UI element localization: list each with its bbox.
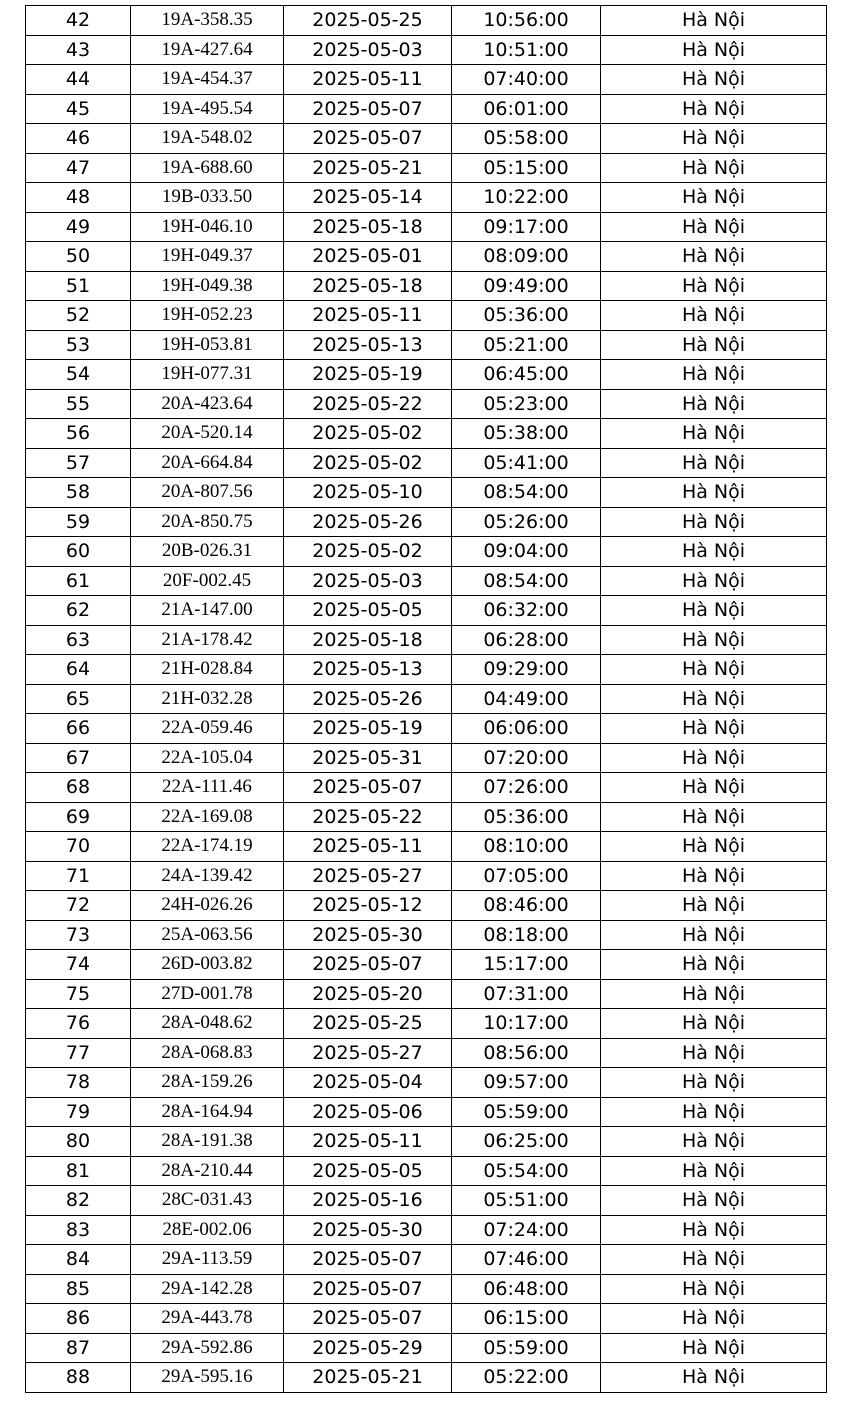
license-plate-cell: 21A-147.00 (131, 596, 284, 626)
time-cell: 07:24:00 (452, 1215, 601, 1245)
time-cell: 05:21:00 (452, 330, 601, 360)
date-cell: 2025-05-29 (284, 1333, 452, 1363)
date-cell: 2025-05-01 (284, 242, 452, 272)
location-cell: Hà Nội (601, 684, 827, 714)
license-plate-cell: 28A-068.83 (131, 1038, 284, 1068)
date-cell: 2025-05-07 (284, 950, 452, 980)
license-plate-cell: 21H-028.84 (131, 655, 284, 685)
license-plate-cell: 21A-178.42 (131, 625, 284, 655)
row-number-cell: 86 (26, 1304, 131, 1334)
license-plate-cell: 19A-688.60 (131, 153, 284, 183)
location-cell: Hà Nội (601, 537, 827, 567)
row-number-cell: 74 (26, 950, 131, 980)
row-number-cell: 56 (26, 419, 131, 449)
location-cell: Hà Nội (601, 773, 827, 803)
license-plate-cell: 19A-427.64 (131, 35, 284, 65)
row-number-cell: 47 (26, 153, 131, 183)
table-row (26, 773, 827, 803)
table-row (26, 1186, 827, 1216)
date-cell: 2025-05-02 (284, 419, 452, 449)
license-plate-cell: 26D-003.82 (131, 950, 284, 980)
time-cell: 09:57:00 (452, 1068, 601, 1098)
date-cell: 2025-05-25 (284, 6, 452, 36)
row-number-cell: 55 (26, 389, 131, 419)
license-plate-cell: 27D-001.78 (131, 979, 284, 1009)
row-number-cell: 57 (26, 448, 131, 478)
table-row (26, 124, 827, 154)
location-cell: Hà Nội (601, 861, 827, 891)
table-row (26, 212, 827, 242)
date-cell: 2025-05-03 (284, 35, 452, 65)
date-cell: 2025-05-02 (284, 537, 452, 567)
license-plate-cell: 29A-142.28 (131, 1274, 284, 1304)
table-row (26, 537, 827, 567)
table-row (26, 389, 827, 419)
license-plate-cell: 20A-520.14 (131, 419, 284, 449)
violations-table (25, 5, 827, 1393)
row-number-cell: 79 (26, 1097, 131, 1127)
table-row (26, 684, 827, 714)
row-number-cell: 81 (26, 1156, 131, 1186)
date-cell: 2025-05-05 (284, 1156, 452, 1186)
time-cell: 05:26:00 (452, 507, 601, 537)
time-cell: 09:04:00 (452, 537, 601, 567)
license-plate-cell: 19B-033.50 (131, 183, 284, 213)
table-row (26, 920, 827, 950)
license-plate-cell: 19H-053.81 (131, 330, 284, 360)
table-row (26, 330, 827, 360)
location-cell: Hà Nội (601, 419, 827, 449)
row-number-cell: 70 (26, 832, 131, 862)
time-cell: 05:22:00 (452, 1363, 601, 1393)
location-cell: Hà Nội (601, 1068, 827, 1098)
table-row (26, 94, 827, 124)
location-cell: Hà Nội (601, 6, 827, 36)
time-cell: 08:46:00 (452, 891, 601, 921)
location-cell: Hà Nội (601, 1215, 827, 1245)
date-cell: 2025-05-13 (284, 655, 452, 685)
date-cell: 2025-05-21 (284, 153, 452, 183)
time-cell: 05:59:00 (452, 1333, 601, 1363)
time-cell: 07:46:00 (452, 1245, 601, 1275)
date-cell: 2025-05-07 (284, 1304, 452, 1334)
row-number-cell: 49 (26, 212, 131, 242)
license-plate-cell: 28C-031.43 (131, 1186, 284, 1216)
row-number-cell: 62 (26, 596, 131, 626)
time-cell: 06:06:00 (452, 714, 601, 744)
row-number-cell: 53 (26, 330, 131, 360)
time-cell: 05:59:00 (452, 1097, 601, 1127)
table-row (26, 1304, 827, 1334)
row-number-cell: 42 (26, 6, 131, 36)
table-row (26, 832, 827, 862)
time-cell: 06:48:00 (452, 1274, 601, 1304)
license-plate-cell: 20B-026.31 (131, 537, 284, 567)
row-number-cell: 69 (26, 802, 131, 832)
date-cell: 2025-05-27 (284, 1038, 452, 1068)
table-body (26, 6, 827, 1393)
license-plate-cell: 20A-664.84 (131, 448, 284, 478)
row-number-cell: 68 (26, 773, 131, 803)
date-cell: 2025-05-19 (284, 360, 452, 390)
location-cell: Hà Nội (601, 94, 827, 124)
table-row (26, 183, 827, 213)
location-cell: Hà Nội (601, 1333, 827, 1363)
table-row (26, 655, 827, 685)
row-number-cell: 60 (26, 537, 131, 567)
time-cell: 07:20:00 (452, 743, 601, 773)
row-number-cell: 71 (26, 861, 131, 891)
time-cell: 06:32:00 (452, 596, 601, 626)
location-cell: Hà Nội (601, 743, 827, 773)
row-number-cell: 52 (26, 301, 131, 331)
time-cell: 05:15:00 (452, 153, 601, 183)
table-row (26, 1156, 827, 1186)
location-cell: Hà Nội (601, 596, 827, 626)
table-row (26, 950, 827, 980)
table-row (26, 360, 827, 390)
table-row (26, 271, 827, 301)
location-cell: Hà Nội (601, 153, 827, 183)
table-row (26, 714, 827, 744)
table-row (26, 625, 827, 655)
table-row (26, 743, 827, 773)
row-number-cell: 43 (26, 35, 131, 65)
date-cell: 2025-05-25 (284, 1009, 452, 1039)
row-number-cell: 45 (26, 94, 131, 124)
date-cell: 2025-05-13 (284, 330, 452, 360)
time-cell: 05:41:00 (452, 448, 601, 478)
location-cell: Hà Nội (601, 360, 827, 390)
license-plate-cell: 24H-026.26 (131, 891, 284, 921)
location-cell: Hà Nội (601, 1274, 827, 1304)
time-cell: 06:25:00 (452, 1127, 601, 1157)
row-number-cell: 46 (26, 124, 131, 154)
license-plate-cell: 20A-423.64 (131, 389, 284, 419)
location-cell: Hà Nội (601, 1127, 827, 1157)
license-plate-cell: 28A-048.62 (131, 1009, 284, 1039)
date-cell: 2025-05-22 (284, 802, 452, 832)
row-number-cell: 65 (26, 684, 131, 714)
time-cell: 05:58:00 (452, 124, 601, 154)
time-cell: 06:15:00 (452, 1304, 601, 1334)
row-number-cell: 72 (26, 891, 131, 921)
row-number-cell: 75 (26, 979, 131, 1009)
license-plate-cell: 19A-548.02 (131, 124, 284, 154)
location-cell: Hà Nội (601, 832, 827, 862)
row-number-cell: 73 (26, 920, 131, 950)
time-cell: 06:01:00 (452, 94, 601, 124)
time-cell: 08:54:00 (452, 478, 601, 508)
location-cell: Hà Nội (601, 124, 827, 154)
license-plate-cell: 28A-159.26 (131, 1068, 284, 1098)
location-cell: Hà Nội (601, 478, 827, 508)
row-number-cell: 85 (26, 1274, 131, 1304)
location-cell: Hà Nội (601, 566, 827, 596)
date-cell: 2025-05-07 (284, 94, 452, 124)
table-row (26, 65, 827, 95)
table-row (26, 596, 827, 626)
date-cell: 2025-05-30 (284, 1215, 452, 1245)
location-cell: Hà Nội (601, 183, 827, 213)
date-cell: 2025-05-07 (284, 1245, 452, 1275)
table-row (26, 1038, 827, 1068)
time-cell: 07:26:00 (452, 773, 601, 803)
date-cell: 2025-05-27 (284, 861, 452, 891)
license-plate-cell: 29A-592.86 (131, 1333, 284, 1363)
date-cell: 2025-05-30 (284, 920, 452, 950)
location-cell: Hà Nội (601, 1245, 827, 1275)
date-cell: 2025-05-22 (284, 389, 452, 419)
table-row (26, 802, 827, 832)
time-cell: 10:22:00 (452, 183, 601, 213)
table-row (26, 35, 827, 65)
location-cell: Hà Nội (601, 1038, 827, 1068)
row-number-cell: 54 (26, 360, 131, 390)
date-cell: 2025-05-18 (284, 625, 452, 655)
time-cell: 10:56:00 (452, 6, 601, 36)
date-cell: 2025-05-06 (284, 1097, 452, 1127)
date-cell: 2025-05-18 (284, 271, 452, 301)
license-plate-cell: 22A-105.04 (131, 743, 284, 773)
date-cell: 2025-05-20 (284, 979, 452, 1009)
time-cell: 05:51:00 (452, 1186, 601, 1216)
location-cell: Hà Nội (601, 330, 827, 360)
date-cell: 2025-05-02 (284, 448, 452, 478)
date-cell: 2025-05-04 (284, 1068, 452, 1098)
table-row (26, 1245, 827, 1275)
date-cell: 2025-05-11 (284, 1127, 452, 1157)
row-number-cell: 61 (26, 566, 131, 596)
row-number-cell: 88 (26, 1363, 131, 1393)
license-plate-cell: 25A-063.56 (131, 920, 284, 950)
location-cell: Hà Nội (601, 271, 827, 301)
table-row (26, 1127, 827, 1157)
table-row (26, 1068, 827, 1098)
license-plate-cell: 19H-077.31 (131, 360, 284, 390)
date-cell: 2025-05-21 (284, 1363, 452, 1393)
row-number-cell: 59 (26, 507, 131, 537)
table-row (26, 1009, 827, 1039)
date-cell: 2025-05-11 (284, 65, 452, 95)
location-cell: Hà Nội (601, 242, 827, 272)
row-number-cell: 50 (26, 242, 131, 272)
license-plate-cell: 22A-174.19 (131, 832, 284, 862)
table-row (26, 566, 827, 596)
time-cell: 05:36:00 (452, 802, 601, 832)
license-plate-cell: 19A-495.54 (131, 94, 284, 124)
location-cell: Hà Nội (601, 1363, 827, 1393)
location-cell: Hà Nội (601, 301, 827, 331)
time-cell: 09:49:00 (452, 271, 601, 301)
location-cell: Hà Nội (601, 1097, 827, 1127)
location-cell: Hà Nội (601, 625, 827, 655)
time-cell: 08:56:00 (452, 1038, 601, 1068)
license-plate-cell: 20F-002.45 (131, 566, 284, 596)
location-cell: Hà Nội (601, 891, 827, 921)
license-plate-cell: 19H-046.10 (131, 212, 284, 242)
table-row (26, 861, 827, 891)
time-cell: 05:36:00 (452, 301, 601, 331)
license-plate-cell: 29A-443.78 (131, 1304, 284, 1334)
row-number-cell: 78 (26, 1068, 131, 1098)
table-row (26, 301, 827, 331)
table-row (26, 478, 827, 508)
license-plate-cell: 28A-210.44 (131, 1156, 284, 1186)
row-number-cell: 76 (26, 1009, 131, 1039)
row-number-cell: 87 (26, 1333, 131, 1363)
location-cell: Hà Nội (601, 979, 827, 1009)
license-plate-cell: 28A-191.38 (131, 1127, 284, 1157)
table-row (26, 419, 827, 449)
row-number-cell: 82 (26, 1186, 131, 1216)
row-number-cell: 44 (26, 65, 131, 95)
time-cell: 07:40:00 (452, 65, 601, 95)
license-plate-cell: 19H-049.38 (131, 271, 284, 301)
date-cell: 2025-05-07 (284, 1274, 452, 1304)
row-number-cell: 84 (26, 1245, 131, 1275)
time-cell: 06:28:00 (452, 625, 601, 655)
date-cell: 2025-05-14 (284, 183, 452, 213)
time-cell: 05:38:00 (452, 419, 601, 449)
time-cell: 15:17:00 (452, 950, 601, 980)
row-number-cell: 58 (26, 478, 131, 508)
date-cell: 2025-05-07 (284, 124, 452, 154)
license-plate-cell: 24A-139.42 (131, 861, 284, 891)
license-plate-cell: 19H-049.37 (131, 242, 284, 272)
table-row (26, 891, 827, 921)
time-cell: 05:23:00 (452, 389, 601, 419)
license-plate-cell: 21H-032.28 (131, 684, 284, 714)
license-plate-cell: 20A-850.75 (131, 507, 284, 537)
row-number-cell: 67 (26, 743, 131, 773)
time-cell: 10:17:00 (452, 1009, 601, 1039)
row-number-cell: 77 (26, 1038, 131, 1068)
date-cell: 2025-05-16 (284, 1186, 452, 1216)
time-cell: 09:29:00 (452, 655, 601, 685)
date-cell: 2025-05-05 (284, 596, 452, 626)
table-row (26, 153, 827, 183)
location-cell: Hà Nội (601, 950, 827, 980)
location-cell: Hà Nội (601, 35, 827, 65)
location-cell: Hà Nội (601, 448, 827, 478)
location-cell: Hà Nội (601, 655, 827, 685)
row-number-cell: 48 (26, 183, 131, 213)
location-cell: Hà Nội (601, 507, 827, 537)
row-number-cell: 63 (26, 625, 131, 655)
license-plate-cell: 22A-059.46 (131, 714, 284, 744)
time-cell: 06:45:00 (452, 360, 601, 390)
time-cell: 04:49:00 (452, 684, 601, 714)
date-cell: 2025-05-31 (284, 743, 452, 773)
license-plate-cell: 28E-002.06 (131, 1215, 284, 1245)
license-plate-cell: 28A-164.94 (131, 1097, 284, 1127)
time-cell: 09:17:00 (452, 212, 601, 242)
license-plate-cell: 22A-111.46 (131, 773, 284, 803)
row-number-cell: 64 (26, 655, 131, 685)
license-plate-cell: 20A-807.56 (131, 478, 284, 508)
table-row (26, 448, 827, 478)
row-number-cell: 66 (26, 714, 131, 744)
date-cell: 2025-05-12 (284, 891, 452, 921)
license-plate-cell: 22A-169.08 (131, 802, 284, 832)
date-cell: 2025-05-11 (284, 832, 452, 862)
table-row (26, 1215, 827, 1245)
date-cell: 2025-05-19 (284, 714, 452, 744)
time-cell: 05:54:00 (452, 1156, 601, 1186)
date-cell: 2025-05-07 (284, 773, 452, 803)
date-cell: 2025-05-18 (284, 212, 452, 242)
license-plate-cell: 29A-595.16 (131, 1363, 284, 1393)
license-plate-cell: 19A-454.37 (131, 65, 284, 95)
time-cell: 08:10:00 (452, 832, 601, 862)
license-plate-cell: 29A-113.59 (131, 1245, 284, 1275)
table-row (26, 979, 827, 1009)
location-cell: Hà Nội (601, 65, 827, 95)
date-cell: 2025-05-10 (284, 478, 452, 508)
table-row (26, 1274, 827, 1304)
location-cell: Hà Nội (601, 714, 827, 744)
date-cell: 2025-05-26 (284, 507, 452, 537)
date-cell: 2025-05-11 (284, 301, 452, 331)
time-cell: 08:54:00 (452, 566, 601, 596)
time-cell: 10:51:00 (452, 35, 601, 65)
row-number-cell: 83 (26, 1215, 131, 1245)
table-row (26, 1363, 827, 1393)
location-cell: Hà Nội (601, 212, 827, 242)
license-plate-cell: 19H-052.23 (131, 301, 284, 331)
table-row (26, 1333, 827, 1363)
time-cell: 08:18:00 (452, 920, 601, 950)
location-cell: Hà Nội (601, 1186, 827, 1216)
table-row (26, 6, 827, 36)
row-number-cell: 80 (26, 1127, 131, 1157)
time-cell: 07:31:00 (452, 979, 601, 1009)
location-cell: Hà Nội (601, 1304, 827, 1334)
location-cell: Hà Nội (601, 1156, 827, 1186)
time-cell: 07:05:00 (452, 861, 601, 891)
license-plate-cell: 19A-358.35 (131, 6, 284, 36)
row-number-cell: 51 (26, 271, 131, 301)
location-cell: Hà Nội (601, 389, 827, 419)
location-cell: Hà Nội (601, 920, 827, 950)
date-cell: 2025-05-03 (284, 566, 452, 596)
table-row (26, 242, 827, 272)
date-cell: 2025-05-26 (284, 684, 452, 714)
time-cell: 08:09:00 (452, 242, 601, 272)
table-row (26, 1097, 827, 1127)
location-cell: Hà Nội (601, 1009, 827, 1039)
location-cell: Hà Nội (601, 802, 827, 832)
table-row (26, 507, 827, 537)
